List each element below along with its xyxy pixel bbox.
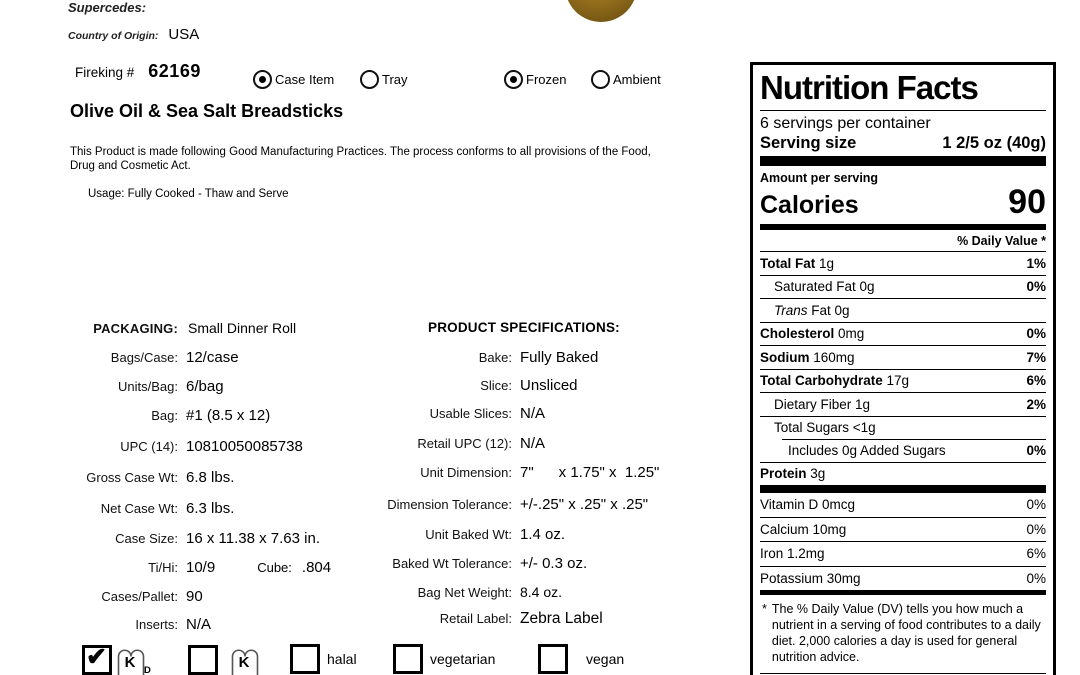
halal-checkbox[interactable]	[290, 644, 320, 674]
baked-wt-tolerance-label: Baked Wt Tolerance:	[392, 556, 512, 571]
nutrient-name: Total Fat	[760, 255, 816, 271]
bake-value: Fully Baked	[520, 349, 599, 366]
nutrient-row-added-sugars	[760, 439, 1046, 462]
fireking-label: Fireking #	[75, 65, 135, 80]
nutrient-row-cholesterol	[760, 322, 1046, 346]
gross-case-wt-value: 6.8 lbs.	[186, 469, 235, 486]
serving-size-label: Serving size	[760, 134, 857, 152]
retail-upc12-row	[360, 435, 545, 452]
nutrient-row-saturated-fat	[760, 275, 1046, 299]
nutrient-name: Cholesterol	[760, 326, 835, 342]
units-per-bag-row	[60, 378, 224, 395]
inserts-label: Inserts:	[135, 617, 178, 632]
retail-label-label: Retail Label:	[439, 611, 512, 626]
nutrient-name: Total Sugars <1g	[774, 420, 876, 436]
kosher-dairy-icon	[116, 643, 152, 675]
kosher-k-letter: K	[238, 654, 250, 671]
gross-case-wt-row	[60, 469, 234, 486]
vitamin-dv: 0%	[1026, 521, 1046, 537]
cases-per-pallet-value: 90	[186, 588, 203, 605]
fireking-number-row	[75, 61, 201, 82]
unit-baked-wt-value: 1.4 oz.	[520, 526, 566, 543]
serving-size-value: 1 2/5 oz (40g)	[942, 134, 1046, 152]
nutrient-dv: 1%	[1026, 255, 1046, 271]
radio-circle-frozen[interactable]	[504, 70, 523, 89]
vitamin-row-calcium	[760, 517, 1046, 542]
footnote-text: The % Daily Value (DV) tells you how much a nutrient in a serving of food contributes to a daily diet. 2,000 calories a day is used for general nutrition advice.	[771, 602, 1041, 664]
nutrient-dv: 0%	[1026, 442, 1046, 458]
fireking-value: 62169	[148, 61, 201, 81]
radio-frozen[interactable]	[504, 70, 566, 89]
nutrient-amount: Fat 0g	[807, 302, 850, 318]
inserts-value: N/A	[186, 616, 212, 633]
kosher-icon	[230, 643, 266, 675]
cases-per-pallet-label: Cases/Pallet:	[101, 589, 178, 604]
vegan-label: vegan	[586, 651, 625, 667]
radio-label-case-item: Case Item	[275, 72, 335, 87]
nutrient-row-total-carbohydrate	[760, 369, 1046, 393]
radio-tray[interactable]	[360, 70, 408, 89]
nutrient-name: Dietary Fiber 1g	[774, 396, 871, 412]
vitamin-row-iron	[760, 541, 1046, 566]
vitamin-row-vitamin-d	[760, 493, 1046, 517]
radio-case-item[interactable]	[253, 70, 334, 89]
case-size-label: Case Size:	[115, 531, 178, 546]
tihi-cube-row	[60, 559, 331, 576]
upc14-value: 10810050085738	[186, 438, 303, 455]
dimension-tolerance-value: +/-.25" x .25" x .25"	[520, 496, 649, 513]
nutrient-name-italic: Trans	[774, 302, 808, 318]
nutrient-amount: 0mg	[834, 326, 865, 342]
radio-label-tray: Tray	[382, 72, 408, 87]
packaging-heading-row	[60, 320, 296, 336]
vitamin-name: Vitamin D 0mcg	[760, 497, 856, 513]
packaging-type-value: Small Dinner Roll	[188, 320, 297, 336]
bag-label: Bag:	[151, 408, 178, 423]
radio-label-ambient: Ambient	[613, 72, 661, 87]
bags-per-case-value: 12/case	[186, 349, 239, 366]
retail-upc12-value: N/A	[520, 435, 546, 452]
unit-dimension-value: 7" x 1.75" x 1.25"	[520, 464, 660, 481]
unit-dimension-row	[360, 464, 659, 481]
slice-label: Slice:	[480, 378, 512, 393]
slice-row	[360, 377, 578, 394]
units-per-bag-value: 6/bag	[186, 378, 224, 395]
radio-ambient[interactable]	[591, 70, 661, 89]
unit-dimension-label: Unit Dimension:	[420, 465, 512, 480]
baked-wt-tolerance-row	[360, 555, 587, 572]
nutrient-amount: 160mg	[809, 349, 855, 365]
cert-vegetarian	[393, 644, 495, 674]
checkmark-icon: ✔	[86, 643, 107, 671]
servings-per-container: 6 servings per container	[760, 115, 931, 132]
country-of-origin-label: Country of Origin:	[68, 30, 159, 42]
unit-baked-wt-label: Unit Baked Wt:	[425, 527, 512, 542]
baked-wt-tolerance-value: +/- 0.3 oz.	[520, 555, 588, 572]
nutrient-name: Saturated Fat 0g	[774, 279, 875, 295]
bag-net-weight-value: 8.4 oz.	[520, 584, 563, 600]
nutrient-dv: 2%	[1026, 396, 1046, 412]
product-specifications-heading: PRODUCT SPECIFICATIONS:	[428, 320, 620, 335]
bag-net-weight-row	[360, 584, 562, 600]
nutrient-amount: 3g	[806, 466, 826, 482]
cert-kosher	[188, 643, 266, 675]
cert-vegan	[538, 644, 624, 674]
thick-divider	[760, 485, 1046, 493]
cert-halal	[290, 644, 357, 674]
thick-divider	[760, 156, 1046, 166]
cube-value: .804	[301, 559, 332, 576]
halal-label: halal	[327, 651, 357, 667]
nutrient-dv: 0%	[1026, 326, 1046, 342]
nutrient-row-dietary-fiber	[760, 392, 1046, 416]
cube-label: Cube:	[257, 560, 292, 575]
net-case-wt-value: 6.3 lbs.	[186, 500, 235, 517]
vegetarian-label: vegetarian	[430, 651, 496, 667]
usable-slices-value: N/A	[520, 405, 546, 422]
bread-roll-photo	[565, 0, 637, 22]
vitamin-name: Iron 1.2mg	[760, 546, 825, 562]
radio-circle-ambient[interactable]	[591, 70, 610, 89]
radio-dot-selected	[510, 76, 517, 83]
nutrient-row-total-fat	[760, 251, 1046, 275]
bake-row	[360, 349, 598, 366]
gross-case-wt-label: Gross Case Wt:	[86, 470, 178, 485]
vegetarian-checkbox[interactable]	[393, 644, 423, 674]
vitamin-name: Potassium 30mg	[760, 570, 861, 586]
nutrient-row-protein	[760, 462, 1046, 486]
nutrient-name: Protein	[760, 466, 807, 482]
nutrition-facts-title: Nutrition Facts	[760, 69, 978, 106]
radio-label-frozen: Frozen	[526, 72, 567, 87]
nutrient-amount: 17g	[882, 373, 910, 389]
footnote-asterisk: *	[762, 602, 767, 616]
divider	[760, 673, 1046, 674]
calories-value: 90	[1008, 183, 1046, 221]
nutrient-row-total-sugars	[760, 416, 1046, 440]
bag-net-weight-label: Bag Net Weight:	[417, 585, 512, 600]
vitamin-row-potassium	[760, 566, 1046, 591]
usable-slices-row	[360, 405, 545, 422]
vitamin-name: Calcium 10mg	[760, 521, 847, 537]
bag-value: #1 (8.5 x 12)	[186, 407, 271, 424]
divider	[760, 110, 1046, 111]
nutrient-dv: 6%	[1026, 373, 1046, 389]
retail-label-value: Zebra Label	[520, 610, 603, 627]
dimension-tolerance-label: Dimension Tolerance:	[387, 497, 512, 512]
bags-per-case-label: Bags/Case:	[110, 350, 178, 365]
amount-per-serving-label: Amount per serving	[760, 171, 879, 185]
usable-slices-label: Usable Slices:	[429, 406, 512, 421]
nutrient-row-trans-fat	[760, 298, 1046, 322]
upc14-label: UPC (14):	[120, 439, 178, 454]
calories-row	[760, 183, 1046, 224]
daily-value-footnote	[760, 595, 1046, 673]
net-case-wt-label: Net Case Wt:	[100, 501, 178, 516]
kosher-checkbox[interactable]	[188, 645, 218, 675]
bag-row	[60, 407, 270, 424]
unit-baked-wt-row	[360, 526, 565, 543]
nutrition-facts-panel	[750, 62, 1056, 675]
tihi-value: 10/9	[186, 559, 216, 576]
nutrient-amount: 1g	[815, 255, 835, 271]
nutrient-dv: 7%	[1026, 349, 1046, 365]
vitamin-dv: 0%	[1026, 570, 1046, 586]
case-size-value: 16 x 11.38 x 7.63 in.	[186, 530, 320, 547]
country-of-origin-value: USA	[168, 26, 200, 43]
country-of-origin-row	[68, 26, 199, 43]
nutrient-name: Total Carbohydrate	[760, 373, 883, 389]
gmp-description: This Product is made following Good Manufacturing Practices. The process conforms to all provisions of the Food, Drug and Cosmetic Act.	[70, 146, 651, 173]
cert-kosher-dairy	[82, 643, 152, 675]
vitamin-dv: 6%	[1026, 546, 1046, 562]
radio-circle-tray[interactable]	[360, 70, 379, 89]
bake-label: Bake:	[478, 350, 512, 365]
bags-per-case-row	[60, 349, 239, 366]
dimension-tolerance-row	[360, 496, 648, 513]
nutrient-name: Includes 0g Added Sugars	[788, 442, 946, 458]
cases-per-pallet-row	[60, 588, 203, 605]
vitamin-dv: 0%	[1026, 497, 1046, 513]
vegan-checkbox[interactable]	[538, 644, 568, 674]
inserts-row	[60, 616, 211, 633]
calories-label: Calories	[760, 191, 859, 219]
kosher-dairy-subscript: D	[144, 665, 151, 675]
units-per-bag-label: Units/Bag:	[118, 379, 178, 394]
net-case-wt-row	[60, 500, 234, 517]
usage-note: Usage: Fully Cooked - Thaw and Serve	[88, 188, 289, 200]
packaging-heading: PACKAGING:	[93, 321, 178, 336]
upc14-row	[60, 438, 303, 455]
nutrient-dv: 0%	[1026, 279, 1046, 295]
case-size-row	[60, 530, 320, 547]
retail-label-row	[360, 610, 603, 628]
serving-size-row	[760, 134, 1046, 156]
supercedes-label: Supercedes:	[68, 0, 147, 15]
nutrient-row-sodium	[760, 345, 1046, 369]
slice-value: Unsliced	[520, 377, 578, 394]
radio-circle-case-item[interactable]	[253, 70, 272, 89]
daily-value-header: % Daily Value *	[957, 234, 1046, 248]
radio-dot-selected	[259, 76, 266, 83]
tihi-label: Ti/Hi:	[148, 560, 178, 575]
nutrient-name: Sodium	[760, 349, 810, 365]
kosher-dairy-checkbox[interactable]	[82, 645, 112, 675]
product-title: Olive Oil & Sea Salt Breadsticks	[70, 101, 344, 121]
retail-upc12-label: Retail UPC (12):	[417, 436, 512, 451]
kosher-k-letter: K	[124, 654, 136, 671]
